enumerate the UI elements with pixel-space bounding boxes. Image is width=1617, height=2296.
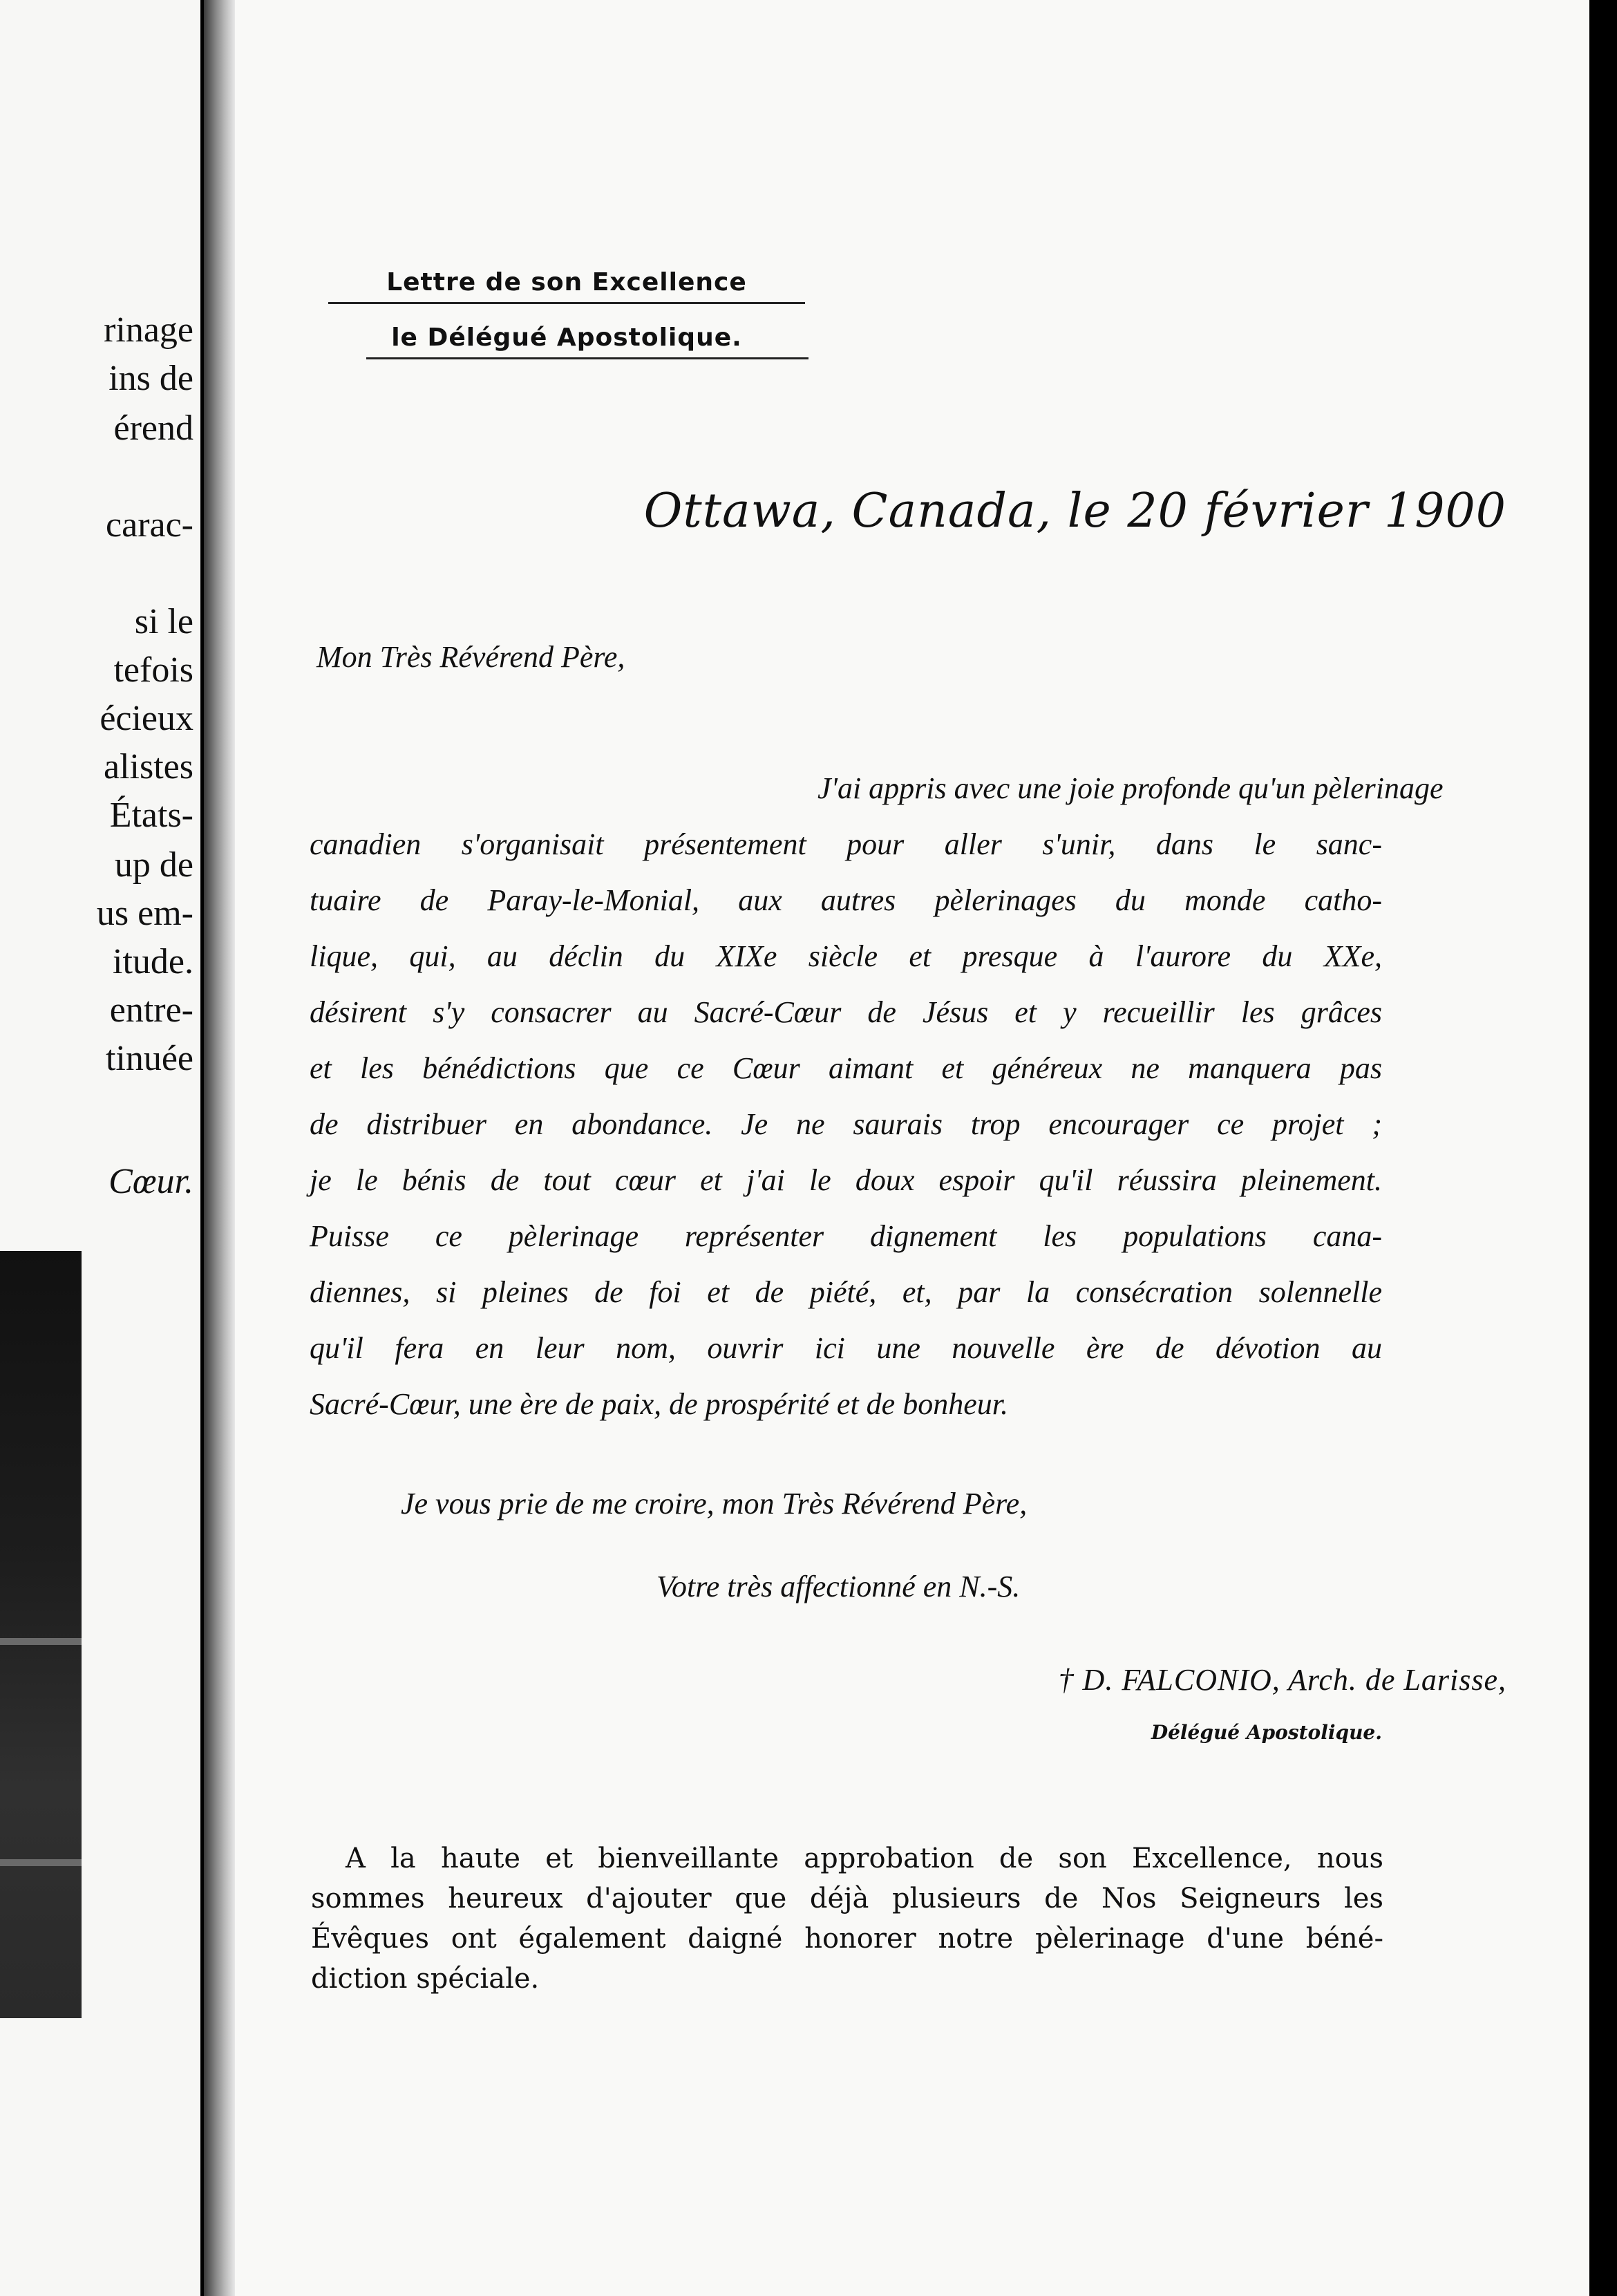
approval-note xyxy=(311,1838,1383,1999)
right-page xyxy=(235,0,1589,2296)
left-line: tefois xyxy=(113,650,193,690)
body-line: lique, qui, au déclin du XIXe siècle et presque à l'aurore du XXe, xyxy=(310,939,1382,973)
left-line: érend xyxy=(113,408,193,448)
book-spine xyxy=(204,0,235,2296)
body-line: je le bénis de tout cœur et j'ai le doux espoir qu'il réussira pleinement. xyxy=(310,1163,1382,1197)
left-line: entre- xyxy=(109,990,193,1030)
left-line: ins de xyxy=(108,359,193,398)
body-line: qu'il fera en leur nom, ouvrir ici une nouvelle ère de dévotion au xyxy=(310,1331,1382,1365)
letter-heading-2 xyxy=(318,323,815,359)
left-line: États- xyxy=(109,796,193,835)
note-line: diction spéciale. xyxy=(311,1963,540,1995)
left-line: Cœur. xyxy=(108,1162,193,1201)
left-line: rinage xyxy=(104,310,193,350)
heading-underline xyxy=(328,302,805,304)
body-line: tuaire de Paray-le-Monial, aux autres pèlerinages du monde catho- xyxy=(310,883,1382,917)
body-line: Puisse ce pèlerinage représenter dignement les populations cana- xyxy=(310,1219,1382,1253)
left-line: us em- xyxy=(96,894,193,933)
dateline: Ottawa, Canada, le 20 février 1900 xyxy=(643,484,1506,538)
left-line: tinuée xyxy=(105,1039,193,1078)
left-page-fragment xyxy=(0,0,200,2296)
body-line: désirent s'y consacrer au Sacré-Cœur de Jésus et y recueillir les grâces xyxy=(310,995,1382,1029)
heading-line-1: Lettre de son Excellence xyxy=(386,268,747,297)
heading-underline xyxy=(366,357,808,359)
body-line: Sacré-Cœur, une ère de paix, de prospérité et de bonheur. xyxy=(310,1387,1008,1421)
note-line: A la haute et bienveillante approbation de son Excellence, nous xyxy=(346,1843,1383,1874)
heading-line-2: le Délégué Apostolique. xyxy=(391,323,742,352)
left-line: itude. xyxy=(113,942,193,981)
letter-heading xyxy=(318,268,815,304)
left-line: up de xyxy=(114,845,193,885)
body-line: de distribuer en abondance. Je ne saurais trop encourager ce projet ; xyxy=(310,1107,1382,1141)
left-line: si le xyxy=(134,602,193,641)
body-line: et les bénédictions que ce Cœur aimant et généreux ne manquera pas xyxy=(310,1051,1382,1085)
body-line: J'ai appris avec une joie profonde qu'un pèlerinage xyxy=(817,771,1444,805)
salutation: Mon Très Révérend Père, xyxy=(316,640,625,674)
left-line: carac- xyxy=(106,505,193,545)
closing-line-1: Je vous prie de me croire, mon Très Révérend Père, xyxy=(401,1487,1028,1521)
left-line: écieux xyxy=(100,699,193,738)
note-line: Évêques ont également daigné honorer notre pèlerinage d'une béné- xyxy=(311,1923,1383,1955)
body-line: canadien s'organisait présentement pour aller s'unir, dans le sanc- xyxy=(310,827,1382,861)
left-photo-fragment xyxy=(0,1251,82,2018)
body-line: diennes, si pleines de foi et de piété, et, par la consécration solennelle xyxy=(310,1275,1382,1309)
signature: † D. FALCONIO, Arch. de Larisse, xyxy=(1058,1663,1506,1697)
left-line: alistes xyxy=(104,747,193,787)
signature-title: Délégué Apostolique. xyxy=(1151,1721,1382,1744)
letter-body xyxy=(310,760,1444,1432)
scan-right-edge xyxy=(1589,0,1617,2296)
closing-line-2: Votre très affectionné en N.-S. xyxy=(656,1570,1021,1603)
note-line: sommes heureux d'ajouter que déjà plusieurs de Nos Seigneurs les xyxy=(311,1883,1383,1914)
